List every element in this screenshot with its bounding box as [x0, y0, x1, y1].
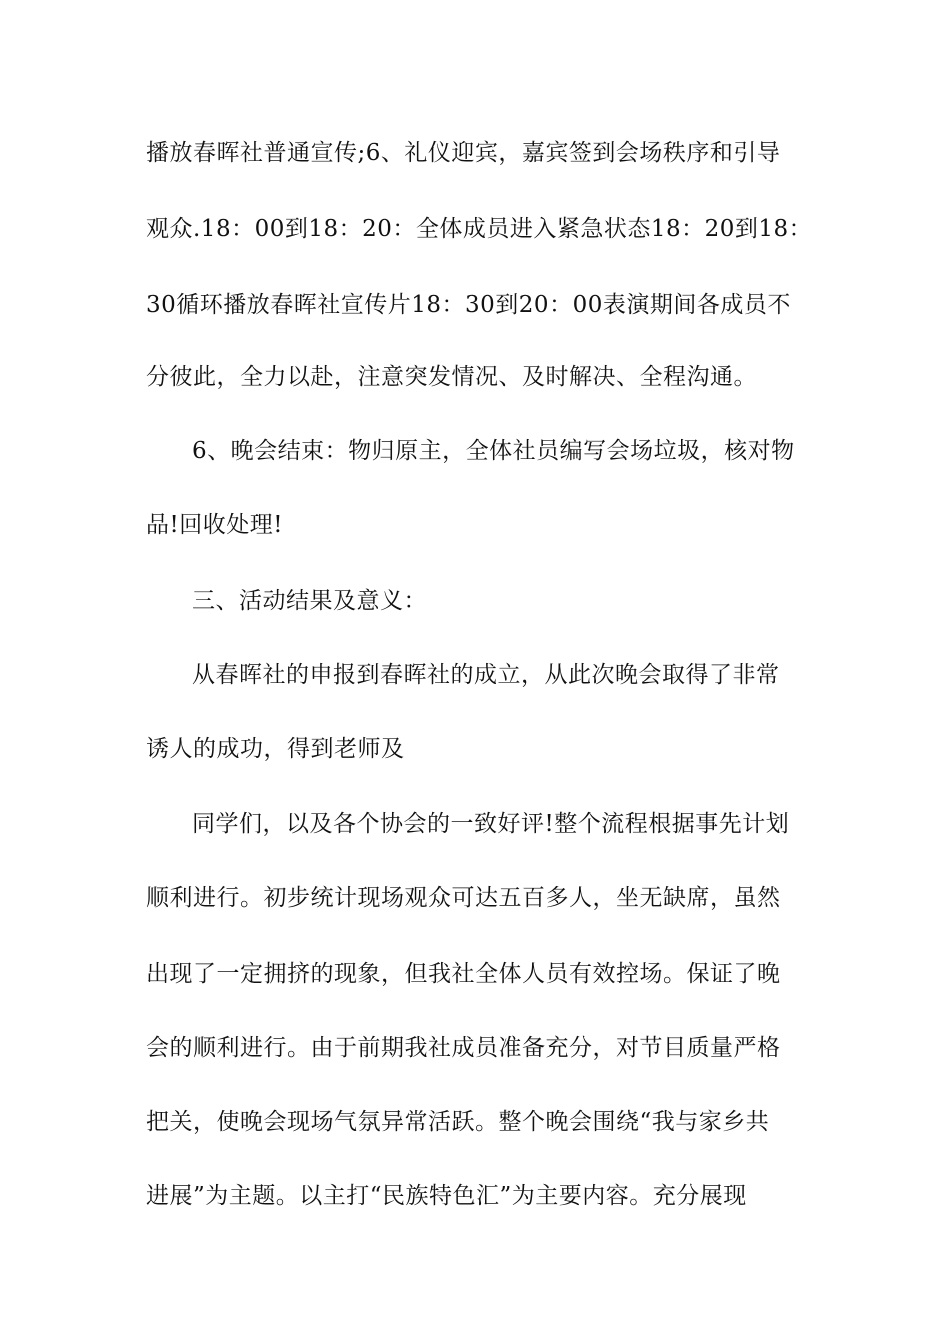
text-line-11: 顺利进行。初步统计现场观众可达五百多人，坐无缺席，虽然 [146, 885, 781, 911]
text-line-2: 观众.18：00到18：20：全体成员进入紧急状态18：20到18： [146, 216, 813, 242]
text-line-3: 30循环播放春晖社宣传片18：30到20：00表演期间各成员不 [146, 292, 791, 318]
paragraph-start-results: 从春晖社的申报到春晖社的成立，从此次晚会取得了非常 [192, 662, 780, 688]
text-line-1: 播放春晖社普通宣传;6、礼仪迎宾，嘉宾签到会场秩序和引导 [146, 140, 781, 166]
paragraph-start-students: 同学们，以及各个协会的一致好评!整个流程根据事先计划 [192, 811, 790, 837]
text-line-14: 把关，使晚会现场气氛异常活跃。整个晚会围绕“我与家乡共 [146, 1109, 770, 1135]
section-heading: 三、活动结果及意义： [192, 588, 427, 614]
text-line-15: 进展”为主题。以主打“民族特色汇”为主要内容。充分展现 [146, 1183, 747, 1209]
text-line-6: 品!回收处理! [146, 512, 283, 538]
text-line-12: 出现了一定拥挤的现象，但我社全体人员有效控场。保证了晚 [146, 961, 781, 987]
text-line-13: 会的顺利进行。由于前期我社成员准备充分，对节目质量严格 [146, 1035, 781, 1061]
text-line-4: 分彼此，全力以赴，注意突发情况、及时解决、全程沟通。 [146, 364, 757, 390]
text-line-9: 诱人的成功，得到老师及 [146, 736, 405, 762]
paragraph-start-6: 6、晚会结束：物归原主，全体社员编写会场垃圾，核对物 [192, 438, 795, 464]
